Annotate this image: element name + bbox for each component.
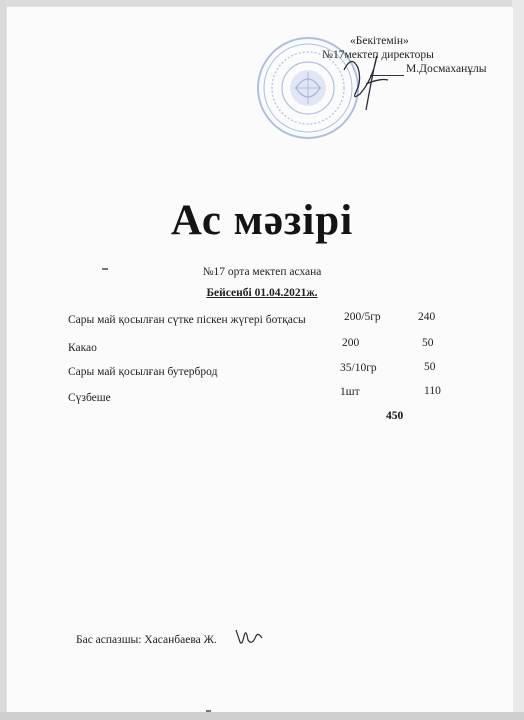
menu-item-portion: 200 [342, 337, 360, 349]
menu-item-name: Сары май қосылған сүтке піскен жүгері ботқасы [68, 314, 306, 326]
menu-item-price: 50 [424, 361, 436, 373]
menu-item-name: Сары май қосылған бутерброд [68, 366, 218, 378]
menu-item-portion: 1шт [340, 386, 360, 398]
menu-total: 450 [386, 410, 404, 422]
signature-rule [370, 75, 404, 76]
date-line [0, 287, 524, 299]
scan-edge-bottom [0, 712, 524, 720]
menu-item-price: 110 [424, 385, 441, 397]
page-subtitle: №17 орта мектеп асхана [202, 266, 322, 278]
menu-item-name: Какао [68, 342, 97, 354]
approval-heading: «Бекітемін» [350, 35, 409, 47]
menu-item-portion: 35/10гр [340, 362, 377, 374]
approval-signatory [330, 62, 500, 76]
page-title: Ас мәзірі [170, 197, 354, 244]
scan-mark [206, 710, 211, 712]
director-name: М.Досмаханұлы [406, 63, 487, 75]
menu-item-price: 50 [422, 337, 434, 349]
cook-signature-icon [232, 624, 266, 648]
menu-item-name: Сүзбеше [68, 392, 111, 404]
date-line-text: Бейсенбі 01.04.2021ж. [206, 287, 318, 299]
menu-item-portion: 200/5гр [344, 311, 381, 323]
menu-item-price: 240 [418, 311, 436, 323]
cook-signature-line: Бас аспазшы: Хасанбаева Ж. [76, 634, 217, 646]
scan-edge-right [512, 0, 524, 720]
approval-position: №17мектеп директоры [322, 49, 434, 61]
approval-block [322, 34, 500, 76]
